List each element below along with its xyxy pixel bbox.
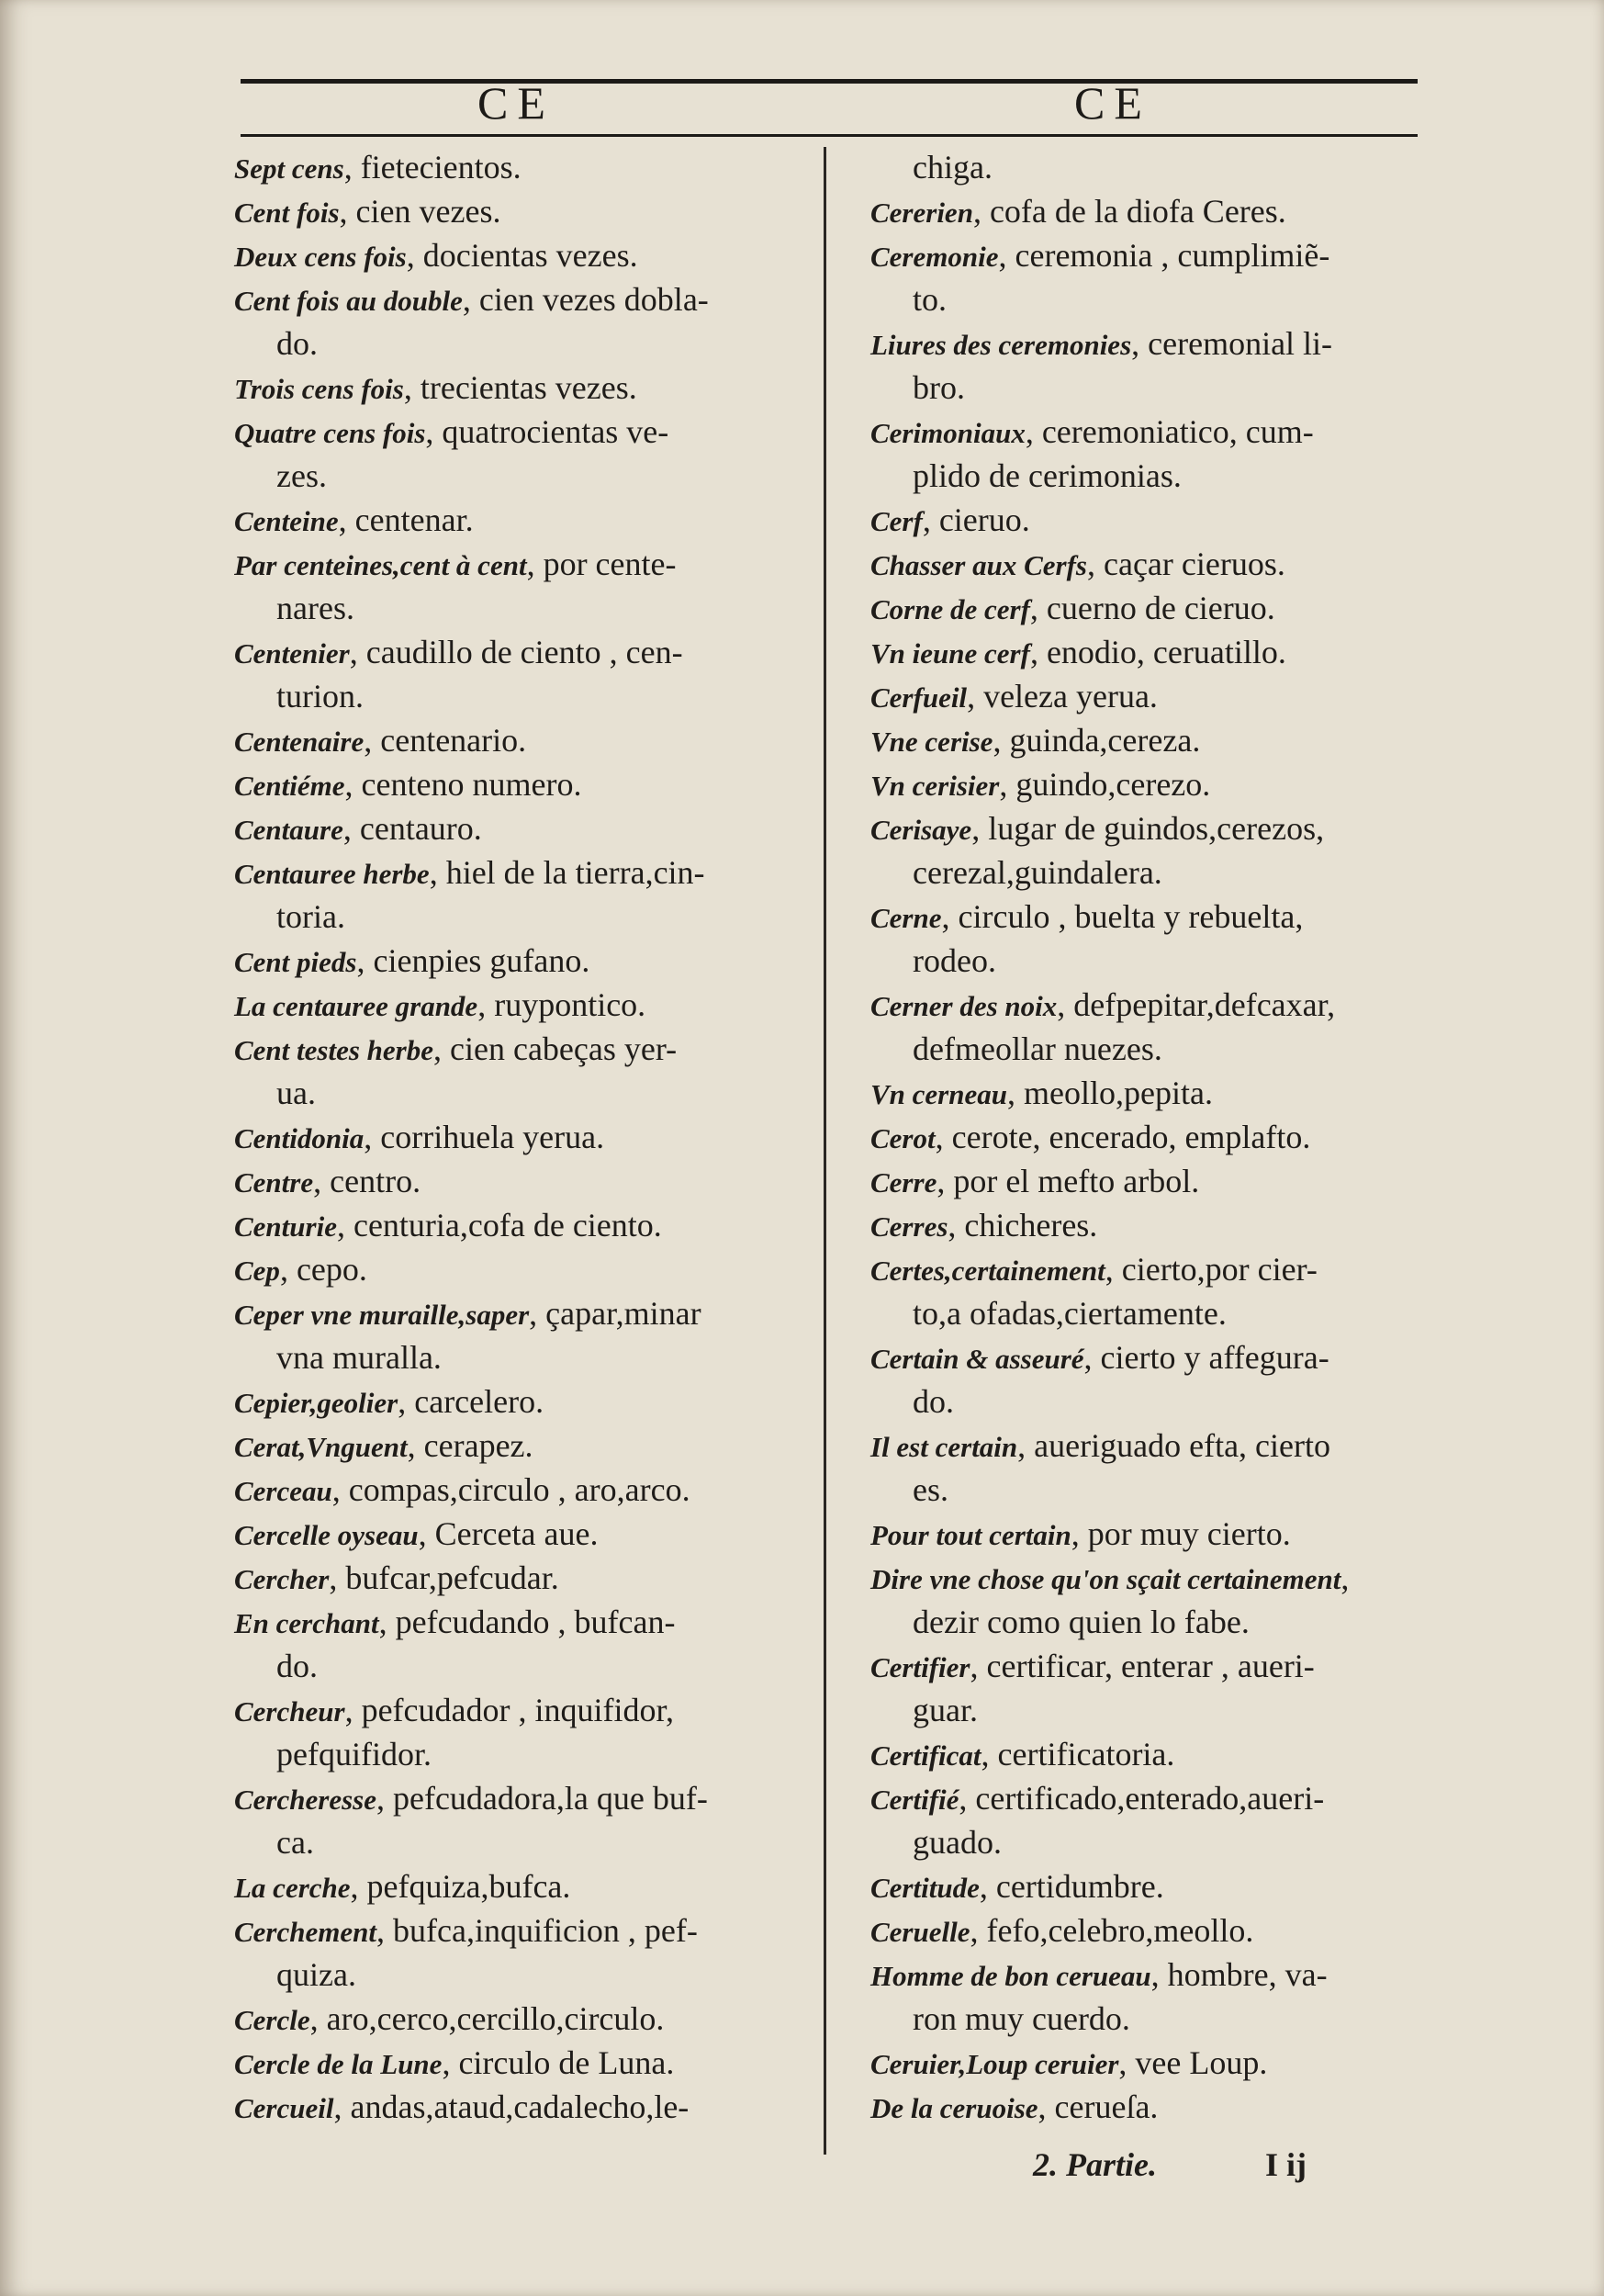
entry-continuation: turion. xyxy=(276,678,364,715)
entry-separator: , xyxy=(378,1604,396,1640)
entry-definition: bufcar,pefcudar. xyxy=(345,1559,559,1596)
dictionary-entry xyxy=(870,189,1458,233)
entry-headword: Cercle xyxy=(234,2004,310,2036)
entry-definition: certidumbre. xyxy=(995,1868,1164,1905)
entry-definition: veleza yerua. xyxy=(983,678,1158,715)
dictionary-entry xyxy=(234,1908,822,1953)
entry-headword: Par centeines,cent à cent xyxy=(234,549,527,581)
dictionary-entry xyxy=(234,762,822,806)
dictionary-entry xyxy=(234,542,822,586)
dictionary-entry xyxy=(234,277,822,321)
entry-headword: Cercueil xyxy=(234,2092,334,2124)
dictionary-entry xyxy=(870,2041,1458,2085)
entry-headword: Centenaire xyxy=(234,726,365,758)
entry-continuation: to. xyxy=(913,281,948,318)
entry-headword: Liures des ceremonies xyxy=(870,329,1132,361)
dictionary-entry xyxy=(234,718,822,762)
entry-continuation: quiza. xyxy=(276,1956,356,1993)
entry-headword: Cercheur xyxy=(234,1695,345,1728)
entry-definition: ceremoniatico, cum- xyxy=(1041,413,1314,450)
dictionary-entry xyxy=(870,1247,1458,1291)
dictionary-entry xyxy=(870,1644,1458,1688)
entry-definition: cuerno de cieruo. xyxy=(1046,590,1275,626)
entry-separator: , xyxy=(398,1383,415,1420)
entry-headword: Sept cens xyxy=(234,152,344,185)
entry-separator: , xyxy=(1340,1559,1350,1596)
entry-definition: centeno numero. xyxy=(361,766,582,803)
entry-headword: Cerne xyxy=(870,902,942,934)
entry-separator: , xyxy=(998,237,1015,274)
dictionary-entry xyxy=(870,2085,1458,2129)
dictionary-entry xyxy=(870,542,1458,586)
entry-definition: defpepitar,defcaxar, xyxy=(1073,986,1336,1023)
entry-headword: Cerf xyxy=(870,505,923,537)
entry-headword: Cerimoniaux xyxy=(870,417,1026,449)
header-rule-bottom xyxy=(241,134,1418,137)
entry-continuation: es. xyxy=(913,1471,948,1508)
entry-separator: , xyxy=(343,149,361,186)
entry-separator: , xyxy=(1105,1251,1122,1288)
entry-continuation: guar. xyxy=(913,1692,978,1728)
entry-definition: caçar cieruos. xyxy=(1104,546,1285,582)
dictionary-entry xyxy=(234,1688,822,1732)
dictionary-entry xyxy=(870,1953,1458,1997)
entry-headword: Centaure xyxy=(234,814,343,846)
entry-separator: , xyxy=(993,722,1010,759)
header-rule-top xyxy=(241,79,1418,84)
entry-separator: , xyxy=(1025,413,1042,450)
dictionary-entry xyxy=(234,498,822,542)
dictionary-entry xyxy=(870,1335,1458,1379)
dictionary-entry xyxy=(234,1864,822,1908)
entry-headword: Cerot xyxy=(870,1122,936,1154)
entry-definition: caudillo de ciento , cen- xyxy=(365,634,683,670)
dictionary-entry xyxy=(870,630,1458,674)
entry-separator: , xyxy=(364,722,381,759)
entry-headword: Cercher xyxy=(234,1563,330,1595)
entry-separator: , xyxy=(941,898,959,935)
dictionary-entry xyxy=(870,1424,1458,1468)
entry-headword: Ceruier,Loup ceruier xyxy=(870,2048,1119,2080)
entry-definition: por cente- xyxy=(543,546,677,582)
entry-headword: La centauree grande xyxy=(234,990,478,1022)
entry-headword: Centre xyxy=(234,1166,314,1199)
entry-headword: Trois cens fois xyxy=(234,373,404,405)
entry-separator: , xyxy=(959,1780,976,1817)
entry-continuation: pefquifidor. xyxy=(276,1736,432,1773)
entry-definition: certificar, enterar , aueri- xyxy=(986,1648,1315,1684)
dictionary-entry xyxy=(234,1291,822,1335)
entry-headword: Certifier xyxy=(870,1651,970,1683)
dictionary-entry xyxy=(234,1468,822,1512)
dictionary-entry xyxy=(234,1997,822,2041)
dictionary-entry xyxy=(870,1556,1458,1600)
entry-separator: , xyxy=(356,942,374,979)
dictionary-entry xyxy=(870,321,1458,366)
dictionary-entry xyxy=(234,1600,822,1644)
entry-definition: centenar. xyxy=(354,501,474,538)
entry-separator: , xyxy=(313,1163,331,1199)
entry-separator: , xyxy=(1038,2088,1055,2125)
entry-separator: , xyxy=(462,281,479,318)
dictionary-entry xyxy=(870,1732,1458,1776)
dictionary-entry xyxy=(234,1556,822,1600)
entry-definition: lugar de guindos,cerezos, xyxy=(988,810,1325,847)
entry-separator: , xyxy=(344,1692,362,1728)
entry-definition: cierto,por cier- xyxy=(1121,1251,1318,1288)
running-head-left: CE xyxy=(477,77,555,129)
entry-headword: Cepier,geolier xyxy=(234,1387,398,1419)
entry-separator: , xyxy=(376,1780,393,1817)
entry-separator: , xyxy=(1057,986,1074,1023)
dictionary-entry xyxy=(234,1027,822,1071)
entry-definition: centuria,cofa de ciento. xyxy=(353,1207,662,1244)
entry-definition: centauro. xyxy=(359,810,482,847)
entry-headword: Certes,certainement xyxy=(870,1255,1105,1287)
dictionary-entry xyxy=(234,2041,822,2085)
dictionary-entry xyxy=(870,586,1458,630)
dictionary-entry xyxy=(870,718,1458,762)
entry-headword: Corne de cerf xyxy=(870,593,1030,625)
dictionary-entry xyxy=(870,410,1458,454)
dictionary-entry xyxy=(234,1203,822,1247)
entry-headword: Ceper vne muraille,saper xyxy=(234,1299,530,1331)
entry-separator: , xyxy=(1118,2044,1136,2081)
entry-headword: Centiéme xyxy=(234,770,345,802)
dictionary-entry xyxy=(870,1115,1458,1159)
entry-definition: pefcudando , bufcan- xyxy=(395,1604,676,1640)
dictionary-entry xyxy=(234,233,822,277)
entry-definition: certificatoria. xyxy=(997,1736,1175,1773)
entry-headword: Cerre xyxy=(870,1166,937,1199)
entry-definition: cien vezes. xyxy=(355,193,501,230)
entry-continuation: defmeollar nuezes. xyxy=(913,1030,1162,1067)
entry-headword: Vne cerise xyxy=(870,726,993,758)
dictionary-entry xyxy=(234,939,822,983)
entry-definition: çapar,minar xyxy=(545,1295,701,1332)
dictionary-entry xyxy=(870,1159,1458,1203)
entry-headword: Cerisaye xyxy=(870,814,972,846)
entry-separator: , xyxy=(433,1030,450,1067)
entry-definition: guinda,cereza. xyxy=(1009,722,1201,759)
entry-separator: , xyxy=(1017,1427,1035,1464)
dictionary-entry xyxy=(870,1776,1458,1820)
column-divider xyxy=(824,147,826,2155)
entry-definition: pefcudador , inquifidor, xyxy=(361,1692,675,1728)
entry-definition: certificado,enterado,aueri- xyxy=(975,1780,1325,1817)
entry-headword: Certitude xyxy=(870,1872,980,1904)
entry-headword: Cerfueil xyxy=(870,681,968,714)
entry-continuation: to,a ofadas,ciertamente. xyxy=(913,1295,1227,1332)
entry-separator: , xyxy=(1071,1515,1088,1552)
entry-separator: , xyxy=(331,1471,349,1508)
entry-separator: , xyxy=(1150,1956,1168,1993)
entry-headword: Centidonia xyxy=(234,1122,365,1154)
entry-headword: Cent fois xyxy=(234,197,340,229)
entry-headword: Cererien xyxy=(870,197,973,229)
dictionary-entry xyxy=(234,1776,822,1820)
entry-definition: trecientas vezes. xyxy=(420,369,637,406)
entry-continuation: guado. xyxy=(913,1824,1002,1861)
dictionary-entry xyxy=(234,145,822,189)
entry-definition: cien vezes dobla- xyxy=(478,281,709,318)
dictionary-entry xyxy=(234,630,822,674)
dictionary-entry xyxy=(870,762,1458,806)
entry-headword: Cercelle oyseau xyxy=(234,1519,419,1551)
entry-definition: enodio, ceruatillo. xyxy=(1046,634,1286,670)
entry-separator: , xyxy=(338,501,355,538)
entry-definition: cofa de la diofa Ceres. xyxy=(989,193,1286,230)
entry-headword: Dire vne chose qu'on sçait certainement xyxy=(870,1563,1341,1595)
entry-continuation: nares. xyxy=(276,590,354,626)
entry-definition: docientas vezes. xyxy=(422,237,638,274)
entry-separator: , xyxy=(981,1736,998,1773)
entry-separator: , xyxy=(336,1207,353,1244)
entry-definition: fietecientos. xyxy=(360,149,522,186)
entry-separator: , xyxy=(967,678,984,715)
entry-separator: , xyxy=(1007,1075,1024,1111)
entry-continuation: zes. xyxy=(276,457,327,494)
entry-definition: cien cabeças yer- xyxy=(450,1030,678,1067)
entry-definition: por el mefto arbol. xyxy=(953,1163,1200,1199)
entry-definition: ruypontico. xyxy=(494,986,646,1023)
entry-definition: centenario. xyxy=(380,722,527,759)
entry-definition: compas,circulo , aro,arco. xyxy=(348,1471,690,1508)
entry-definition: cerapez. xyxy=(423,1427,533,1464)
dictionary-entry xyxy=(234,189,822,233)
page-mark: I ij xyxy=(1265,2146,1307,2183)
entry-separator: , xyxy=(429,854,446,891)
entry-headword: Vn cerneau xyxy=(870,1078,1007,1110)
dictionary-entry xyxy=(234,850,822,895)
entry-headword: La cerche xyxy=(234,1872,351,1904)
dictionary-entry xyxy=(234,1379,822,1424)
entry-separator: , xyxy=(329,1559,346,1596)
entry-separator: , xyxy=(999,766,1016,803)
entry-definition: por muy cierto. xyxy=(1087,1515,1291,1552)
entry-definition: pefquiza,bufca. xyxy=(366,1868,571,1905)
entry-definition: guindo,cerezo. xyxy=(1015,766,1211,803)
entry-headword: Chasser aux Cerfs xyxy=(870,549,1087,581)
entry-separator: , xyxy=(349,634,366,670)
dictionary-entry xyxy=(870,233,1458,277)
entry-continuation: do. xyxy=(276,325,318,362)
entry-definition: hombre, va- xyxy=(1167,1956,1328,1993)
dictionary-entry xyxy=(870,1203,1458,1247)
entry-definition: ceremonial li- xyxy=(1148,325,1333,362)
entry-headword: De la ceruoise xyxy=(870,2092,1038,2124)
entry-definition: vee Loup. xyxy=(1135,2044,1268,2081)
signature-mark: 2. Partie. xyxy=(1033,2146,1157,2183)
entry-headword: Deux cens fois xyxy=(234,241,407,273)
entry-definition: aro,cerco,cercillo,circulo. xyxy=(326,2000,665,2037)
dictionary-entry xyxy=(870,1908,1458,1953)
entry-separator: , xyxy=(403,369,421,406)
entry-separator: , xyxy=(342,810,360,847)
entry-separator: , xyxy=(425,413,443,450)
entry-headword: Cent testes herbe xyxy=(234,1034,433,1066)
entry-separator: , xyxy=(350,1868,367,1905)
entry-continuation: ca. xyxy=(276,1824,314,1861)
entry-continuation: bro. xyxy=(913,369,965,406)
entry-headword: Certificat xyxy=(870,1739,981,1772)
entry-definition: circulo , buelta y rebuelta, xyxy=(958,898,1304,935)
entry-headword: Cerner des noix xyxy=(870,990,1058,1022)
dictionary-entry xyxy=(234,1247,822,1291)
dictionary-entry xyxy=(870,674,1458,718)
entry-headword: Vn ieune cerf xyxy=(870,637,1030,670)
entry-separator: , xyxy=(529,1295,546,1332)
entry-continuation: toria. xyxy=(276,898,345,935)
entry-continuation: chiga. xyxy=(913,149,993,186)
dictionary-entry xyxy=(870,1512,1458,1556)
entry-continuation: dezir como quien lo fabe. xyxy=(913,1604,1250,1640)
entry-definition: centro. xyxy=(330,1163,421,1199)
entry-headword: Cerchement xyxy=(234,1916,376,1948)
dictionary-entry xyxy=(870,498,1458,542)
entry-definition: cerote, encerado, emplafto. xyxy=(951,1119,1311,1155)
entry-separator: , xyxy=(364,1119,381,1155)
entry-headword: Certifié xyxy=(870,1784,959,1816)
entry-continuation: ron muy cuerdo. xyxy=(913,2000,1130,2037)
entry-definition: hiel de la tierra,cin- xyxy=(445,854,705,891)
entry-headword: Vn cerisier xyxy=(870,770,1000,802)
dictionary-entry xyxy=(870,983,1458,1027)
entry-definition: meollo,pepita. xyxy=(1024,1075,1213,1111)
entry-continuation: do. xyxy=(276,1648,318,1684)
running-head-right: CE xyxy=(1074,77,1151,129)
entry-separator: , xyxy=(279,1251,297,1288)
entry-definition: quatrocientas ve- xyxy=(442,413,669,450)
entry-separator: , xyxy=(1083,1339,1101,1376)
entry-headword: Quatre cens fois xyxy=(234,417,426,449)
entry-separator: , xyxy=(477,986,495,1023)
entry-definition: aueriguado efta, cierto xyxy=(1034,1427,1330,1464)
left-column xyxy=(234,145,822,2129)
entry-headword: Cent pieds xyxy=(234,946,357,978)
entry-separator: , xyxy=(309,2000,327,2037)
dictionary-entry xyxy=(870,806,1458,850)
entry-separator: , xyxy=(948,1207,965,1244)
entry-definition: corrihuela yerua. xyxy=(380,1119,605,1155)
entry-continuation: plido de cerimonias. xyxy=(913,457,1182,494)
entry-definition: bufca,inquificion , pef- xyxy=(393,1912,698,1949)
dictionary-entry xyxy=(234,1159,822,1203)
entry-headword: Centeine xyxy=(234,505,339,537)
entry-definition: pefcudadora,la que buf- xyxy=(392,1780,708,1817)
entry-headword: Cercheresse xyxy=(234,1784,376,1816)
entry-headword: Cerceau xyxy=(234,1475,332,1507)
entry-separator: , xyxy=(970,1648,987,1684)
entry-separator: , xyxy=(333,2088,351,2125)
dictionary-entry xyxy=(870,1071,1458,1115)
dictionary-entry xyxy=(870,895,1458,939)
entry-separator: , xyxy=(972,193,990,230)
entry-definition: cierto y affegura- xyxy=(1100,1339,1329,1376)
entry-definition: cerueſa. xyxy=(1054,2088,1159,2125)
entry-headword: Homme de bon cerueau xyxy=(870,1960,1151,1992)
entry-continuation: do. xyxy=(913,1383,954,1420)
entry-definition: chicheres. xyxy=(964,1207,1098,1244)
dictionary-entry xyxy=(234,410,822,454)
dictionary-entry xyxy=(234,1115,822,1159)
entry-separator: , xyxy=(1029,590,1047,626)
entry-headword: Centauree herbe xyxy=(234,858,430,890)
entry-separator: , xyxy=(344,766,362,803)
entry-continuation: cerezal,guindalera. xyxy=(913,854,1162,891)
entry-continuation: rodeo. xyxy=(913,942,996,979)
entry-headword: Ceruelle xyxy=(870,1916,970,1948)
entry-headword: Cercle de la Lune xyxy=(234,2048,443,2080)
entry-definition: cienpies gufano. xyxy=(373,942,590,979)
entry-headword: Ceremonie xyxy=(870,241,999,273)
entry-headword: Il est certain xyxy=(870,1431,1018,1463)
entry-headword: Cent fois au double xyxy=(234,285,463,317)
dictionary-entry xyxy=(234,2085,822,2129)
entry-definition: ceremonia , cumplimiẽ- xyxy=(1015,237,1330,274)
entry-headword: Certain & asseuré xyxy=(870,1343,1084,1375)
entry-separator: , xyxy=(526,546,544,582)
dictionary-entry xyxy=(234,366,822,410)
entry-definition: Cerceta aue. xyxy=(434,1515,599,1552)
entry-headword: Cerat,Vnguent xyxy=(234,1431,408,1463)
entry-definition: circulo de Luna. xyxy=(458,2044,675,2081)
entry-separator: , xyxy=(339,193,356,230)
entry-headword: Pour tout certain xyxy=(870,1519,1071,1551)
entry-separator: , xyxy=(979,1868,996,1905)
entry-definition: cepo. xyxy=(296,1251,367,1288)
entry-headword: En cerchant xyxy=(234,1607,379,1639)
entry-separator: , xyxy=(442,2044,459,2081)
entry-separator: , xyxy=(1087,546,1104,582)
entry-definition: carcelero. xyxy=(414,1383,544,1420)
entry-separator: , xyxy=(418,1515,435,1552)
entry-separator: , xyxy=(971,810,989,847)
dictionary-entry xyxy=(234,1424,822,1468)
entry-separator: , xyxy=(935,1119,952,1155)
dictionary-entry xyxy=(870,1864,1458,1908)
entry-headword: Cerres xyxy=(870,1210,948,1243)
right-column xyxy=(870,145,1458,2129)
entry-definition: cieruo. xyxy=(938,501,1030,538)
entry-separator: , xyxy=(970,1912,987,1949)
entry-separator: , xyxy=(937,1163,954,1199)
entry-separator: , xyxy=(407,1427,424,1464)
entry-headword: Centenier xyxy=(234,637,350,670)
entry-headword: Centurie xyxy=(234,1210,337,1243)
entry-separator: , xyxy=(406,237,423,274)
entry-separator: , xyxy=(922,501,939,538)
entry-separator: , xyxy=(376,1912,393,1949)
dictionary-entry xyxy=(234,983,822,1027)
dictionary-entry xyxy=(234,806,822,850)
entry-definition: andas,ataud,cadalecho,le- xyxy=(350,2088,690,2125)
entry-separator: , xyxy=(1131,325,1149,362)
entry-headword: Cep xyxy=(234,1255,280,1287)
entry-definition: fefo,celebro,meollo. xyxy=(986,1912,1254,1949)
entry-continuation: ua. xyxy=(276,1075,316,1111)
dictionary-entry xyxy=(234,1512,822,1556)
entry-separator: , xyxy=(1029,634,1047,670)
entry-continuation: vna muralla. xyxy=(276,1339,442,1376)
